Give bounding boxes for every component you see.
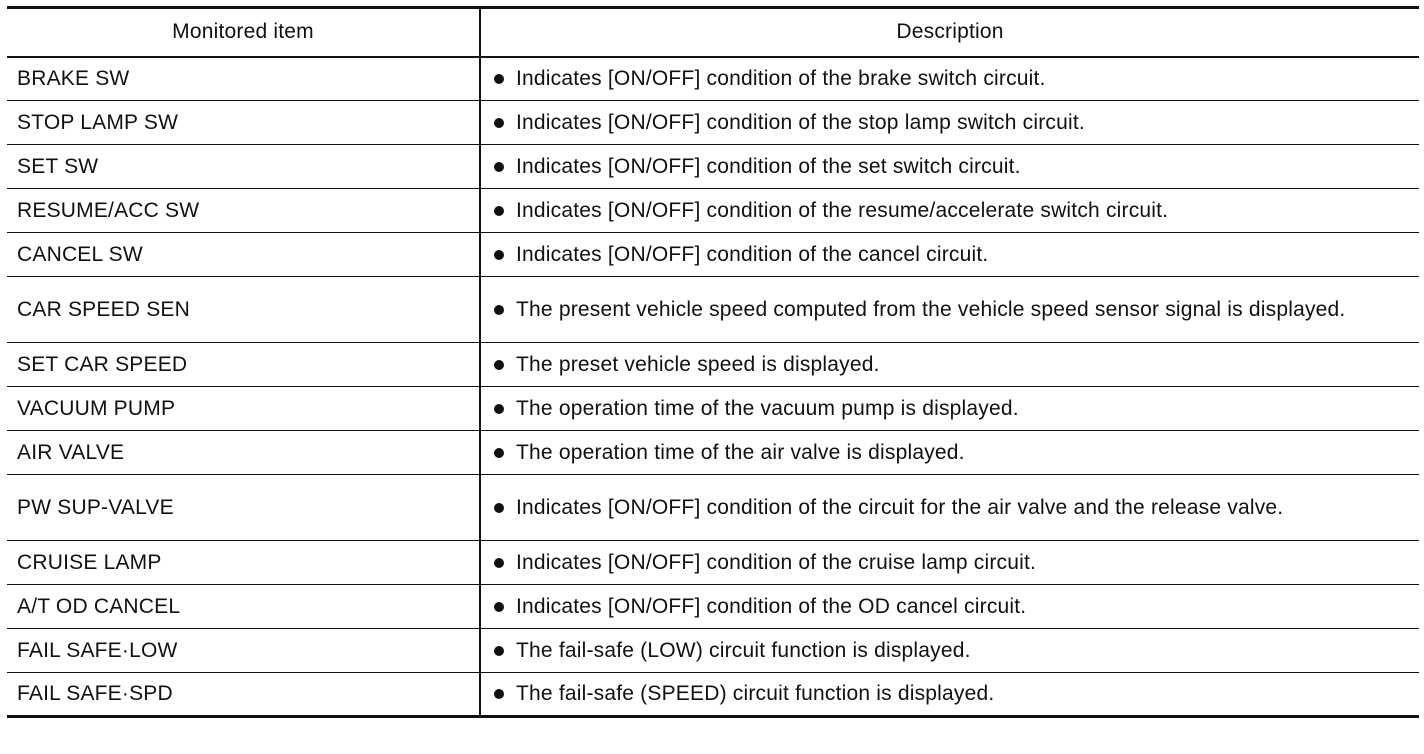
description-text: The operation time of the vacuum pump is displayed. <box>516 396 1019 420</box>
table-row <box>7 277 1419 343</box>
description-text: The fail-safe (LOW) circuit function is displayed. <box>516 638 971 662</box>
bullet-icon <box>494 646 504 656</box>
monitored-item-cell: SET CAR SPEED <box>7 343 480 387</box>
monitored-item-cell: STOP LAMP SW <box>7 101 480 145</box>
description-cell <box>480 57 1419 101</box>
header-description: Description <box>480 8 1419 57</box>
description-cell <box>480 629 1419 673</box>
bullet-icon <box>494 448 504 458</box>
description-text: Indicates [ON/OFF] condition of the resume/accelerate switch circuit. <box>516 198 1169 222</box>
table-row <box>7 189 1419 233</box>
bullet-icon <box>494 503 504 513</box>
description-text: The present vehicle speed computed from the vehicle speed sensor signal is displayed. <box>516 297 1346 321</box>
description-text: Indicates [ON/OFF] condition of the OD cancel circuit. <box>516 594 1027 618</box>
description-text: The preset vehicle speed is displayed. <box>516 352 880 376</box>
description-text: Indicates [ON/OFF] condition of the stop lamp switch circuit. <box>516 110 1085 134</box>
table-row <box>7 585 1419 629</box>
bullet-icon <box>494 74 504 84</box>
description-cell <box>480 585 1419 629</box>
description-cell <box>480 541 1419 585</box>
table-row <box>7 387 1419 431</box>
bullet-icon <box>494 250 504 260</box>
bullet-icon <box>494 602 504 612</box>
table-row <box>7 629 1419 673</box>
header-monitored-item: Monitored item <box>7 8 480 57</box>
description-text: The fail-safe (SPEED) circuit function is displayed. <box>516 682 995 705</box>
description-cell <box>480 145 1419 189</box>
table-row <box>7 145 1419 189</box>
monitored-item-cell: RESUME/ACC SW <box>7 189 480 233</box>
bullet-icon <box>494 206 504 216</box>
monitored-item-cell: A/T OD CANCEL <box>7 585 480 629</box>
description-cell <box>480 189 1419 233</box>
bullet-icon <box>494 360 504 370</box>
table-row <box>7 475 1419 541</box>
description-cell <box>480 431 1419 475</box>
table-row <box>7 343 1419 387</box>
description-cell <box>480 233 1419 277</box>
description-cell <box>480 673 1419 717</box>
description-cell <box>480 101 1419 145</box>
table-row <box>7 541 1419 585</box>
description-cell <box>480 387 1419 431</box>
description-text: Indicates [ON/OFF] condition of the cruise lamp circuit. <box>516 550 1037 574</box>
description-text: Indicates [ON/OFF] condition of the circuit for the air valve and the release valve. <box>516 495 1284 519</box>
bullet-icon <box>494 118 504 128</box>
description-text: Indicates [ON/OFF] condition of the cancel circuit. <box>516 242 989 266</box>
bullet-icon <box>494 305 504 315</box>
table-row <box>7 431 1419 475</box>
table-row <box>7 101 1419 145</box>
monitored-item-cell: SET SW <box>7 145 480 189</box>
table-row <box>7 57 1419 101</box>
table-header-row <box>7 8 1419 57</box>
monitor-items-table <box>7 6 1419 718</box>
monitored-item-cell: CRUISE LAMP <box>7 541 480 585</box>
description-text: Indicates [ON/OFF] condition of the brake switch circuit. <box>516 66 1046 90</box>
description-cell <box>480 343 1419 387</box>
monitored-item-cell: FAIL SAFE·SPD <box>7 673 480 717</box>
monitored-item-cell: BRAKE SW <box>7 57 480 101</box>
table-row <box>7 673 1419 717</box>
description-cell <box>480 277 1419 343</box>
monitored-item-cell: PW SUP-VALVE <box>7 475 480 541</box>
monitored-item-cell: CAR SPEED SEN <box>7 277 480 343</box>
bullet-icon <box>494 558 504 568</box>
monitor-items-table-container <box>7 6 1419 718</box>
bullet-icon <box>494 404 504 414</box>
description-cell <box>480 475 1419 541</box>
table-row <box>7 233 1419 277</box>
bullet-icon <box>494 689 504 699</box>
description-text: Indicates [ON/OFF] condition of the set switch circuit. <box>516 154 1021 178</box>
monitored-item-cell: VACUUM PUMP <box>7 387 480 431</box>
description-text: The operation time of the air valve is displayed. <box>516 440 965 464</box>
monitored-item-cell: AIR VALVE <box>7 431 480 475</box>
monitored-item-cell: CANCEL SW <box>7 233 480 277</box>
bullet-icon <box>494 162 504 172</box>
monitored-item-cell: FAIL SAFE·LOW <box>7 629 480 673</box>
